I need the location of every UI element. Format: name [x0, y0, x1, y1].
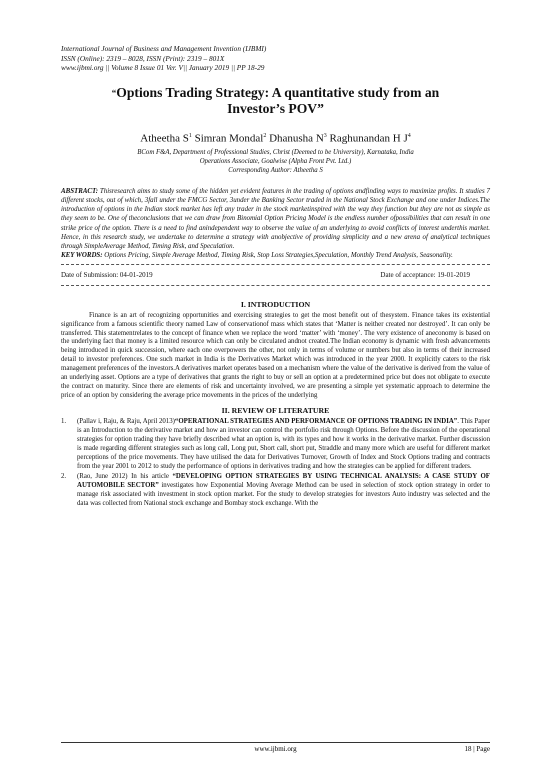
page-number: 18 | Page: [464, 745, 490, 753]
page-footer: [61, 742, 490, 753]
author-name: Simran Mondal: [194, 132, 264, 145]
corresponding-author: Corresponding Author: Atheetha S: [228, 167, 323, 175]
keywords: [61, 251, 490, 260]
abstract: [61, 187, 490, 251]
paper-title: [61, 85, 490, 118]
title-line-1: Options Trading Strategy: A quantitative study from an: [116, 84, 440, 100]
reference-number: 2.: [61, 473, 67, 481]
title-line-2: Investor’s POV”: [227, 101, 324, 116]
reference-item: [61, 473, 490, 508]
reference-body: investigates how Exponential Moving Average Method can be used in selection of stock option strategy in order to manage risk associated with investment in stock option market. For the study to develop strategies for investors Auto industry was selected and the data was collected from National stock exchange and Bombay stock exchange. With the: [77, 482, 490, 507]
author-name: Raghunandan H J: [329, 132, 408, 145]
journal-volume: www.ijbmi.org || Volume 8 Issue 01 Ver. V|| January 2019 || PP 18-29: [61, 63, 265, 72]
keywords-text: Options Pricing, Simple Average Method, Timing Risk, Stop Loss Strategies,Speculation, Monthly Trend Analysis, Seasonality.: [102, 251, 453, 259]
reference-citation: (Pallav i, Raju, & Raju, April 2013): [77, 418, 175, 426]
divider: [61, 264, 490, 265]
author-sup: 3: [323, 132, 327, 139]
abstract-label: ABSTRACT:: [61, 188, 99, 196]
abstract-text: Thisresearch aims to study some of the hidden yet evident features in the trading of options andfinding ways to maximize profits. It studies 7 different stocks, out of which, 3fall under the FMCG Sector, 3under the Banking Sector traded in the National Stock Exchange and one under Indices.The introduction of options in the Indian stock market has left any trader in the stock marketinspired with the way they function but they are not as simple as they seem to be. One of theconclusions that we can draw from Binomial Option Pricing Model is the endless number ofpossibilities that can result in one strike price of the option. There is a need to find anindependent way to observe the value of an underlying to avoid conflicts of interest underthis market. Hence, in this research study, we undertake to determine a strategy with anobjective of providing simplicity and a new arena of analytical techniques through SimpleAverage Method, Timing Risk, and Speculation.: [61, 188, 490, 250]
section-heading-review: II. REVIEW OF LITERATURE: [221, 406, 330, 416]
affiliation-line: Operations Associate, Goalwise (Alpha Front Pvt. Ltd.): [199, 158, 352, 166]
author-name: Atheetha S: [140, 132, 189, 145]
introduction-paragraph: Finance is an art of recognizing opportunities and exercising strategies to get the most benefit out of thesystem. Finance takes its existential significance from a famous scientific theory named Law of conservationof mass which states that ‘Matter is neither created nor destroyed’. It can only be transferred. This statementrelates to the concept of finance when we replace the word ‘matter’ with ‘money’. The very existence of aneconomy is based on the underlying fact that money is a limited resource which can only be circulated andnot created.The Indian economy is dynamic with fresh advancements being introduced in quick succession, where each one overpowers the other, not only in terms of volume or numbers but also in terms of their increased detail to investor preferences. One such market in India is the Derivatives Market which was introduced in the year 2000. It explicitly caters to the risk management preferences of the investors.A derivatives market operates based on a mechanism where the value of the derivative is derived from the value of an underlying asset. Options are a type of derivatives that grants the right to buy or sell an option at a predetermined price but does not obligate to execute the contract on maturity. Since there are elements of risk and uncertainty involved, we are presenting a simple yet systematic approach to determine the price of an option by considering the average price movements in the prices of the underlying: [61, 311, 490, 399]
reference-body: . This Paper is an Introduction to the derivative market and how an investor can control the portfolio risk through Options. Before the discussion of the operational strategies for option trading they have briefly described what an option is, with its types and how it works in the derivative market. Further discussion is made regarding different strategies such as long call, Long put, Short call, short put, Straddle and many more which are useful for different market perceptions of the price movements. They have utilised the data for Derivatives Turnover, Growth of Index and Stock Options trading and contracts from the year 2001 to 2012 to study the performance of options in derivatives trading and how the strategies can be applied for different traders.: [77, 418, 490, 470]
dates-row: [61, 271, 490, 280]
reference-title: “OPERATIONAL STRATEGIES AND PERFORMANCE OF OPTIONS TRADING IN INDIA”: [174, 418, 458, 426]
author-list: [61, 130, 490, 146]
affiliation-line: BCom F&A, Department of Professional Studies, Christ (Deemed to be University), Karnataka, India: [137, 149, 414, 157]
divider: [61, 285, 490, 286]
journal-header: [61, 44, 490, 73]
acceptance-date: Date of acceptance: 19-01-2019: [380, 270, 470, 279]
journal-issn: ISSN (Online): 2319 – 8028, ISSN (Print): 2319 – 801X: [61, 53, 225, 63]
author-sup: 2: [263, 132, 267, 139]
author-sup: 4: [407, 132, 411, 139]
journal-name: International Journal of Business and Management Invention (IJBMI): [61, 44, 267, 53]
section-heading-introduction: I. INTRODUCTION: [240, 299, 311, 309]
affiliation: [61, 148, 490, 175]
author-name: Dhanusha N: [269, 132, 324, 145]
keywords-label: KEY WORDS:: [61, 251, 103, 259]
reference-item: [61, 418, 490, 471]
reference-number: 1.: [61, 418, 67, 426]
submission-date: Date of Submission: 04-01-2019: [61, 270, 153, 279]
reference-citation: (Rao, June 2012) In his article: [77, 473, 173, 481]
title-open-quote: “: [111, 87, 117, 98]
reference-title: “DEVELOPING OPTION STRATEGIES BY USING TECHNICAL ANALYSIS: A CASE STUDY OF AUTOMOBILE SECTOR”: [77, 473, 490, 490]
footer-url: www.ijbmi.org: [254, 745, 297, 753]
author-sup: 1: [188, 132, 192, 139]
